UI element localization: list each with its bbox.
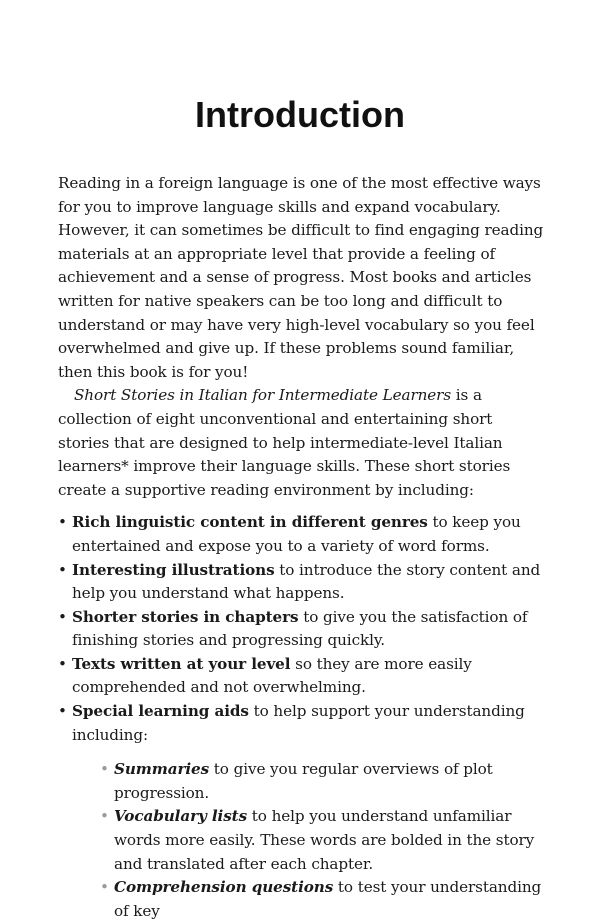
list-item bbox=[58, 606, 546, 653]
list-item-bold: Texts written at your level bbox=[72, 654, 291, 673]
sub-list-item-bold: Comprehension questions bbox=[114, 878, 334, 897]
page-title: Introduction bbox=[195, 94, 405, 135]
sub-list-item bbox=[100, 758, 546, 805]
list-item-bold: Rich linguistic content in different genres bbox=[72, 513, 428, 532]
list-item bbox=[58, 700, 546, 923]
sub-list-item-bold: Summaries bbox=[114, 760, 210, 779]
learning-aids-list bbox=[72, 758, 546, 923]
list-item bbox=[58, 559, 546, 606]
sub-list-item bbox=[100, 876, 546, 923]
list-item bbox=[58, 653, 546, 700]
intro-paragraph: Reading in a foreign language is one of the most effective ways for you to improve language skills and expand vocabulary. However, it can sometimes be difficult to find engaging reading materials at an appropriate level that provide a feeling of achievement and a sense of progress. Most books and articles written for native speakers can be too long and difficult to understand or may have very high-level vocabulary so you feel overwhelmed and give up. If these problems sound familiar, then this book is for you! bbox=[58, 174, 544, 381]
list-item-bold: Shorter stories in chapters bbox=[72, 607, 299, 626]
list-item-text: to help support your understanding including: bbox=[72, 702, 525, 744]
sub-list-item-bold: Vocabulary lists bbox=[114, 807, 248, 826]
list-item-text: to keep you entertained and expose you to a variety of word forms. bbox=[72, 513, 521, 555]
list-item-text: to give you the satisfaction of finishing stories and progressing quickly. bbox=[72, 607, 528, 650]
sub-list-item-text: to test your understanding of key bbox=[114, 878, 542, 920]
list-item-text: to introduce the story content and help you understand what happens. bbox=[72, 560, 541, 603]
list-item-bold: Interesting illustrations bbox=[72, 560, 275, 579]
features-list bbox=[58, 511, 546, 923]
description-paragraph bbox=[58, 384, 546, 502]
list-item-bold: Special learning aids bbox=[72, 702, 249, 721]
sub-list-item-text: to give you regular overviews of plot progression. bbox=[114, 760, 493, 802]
description-text: is a collection of eight unconventional and entertaining short stories that are designed to help intermediate-level Italian learners* improve their language skills. These short stories create a supportive reading environment by including: bbox=[58, 386, 511, 499]
list-item-text: so they are more easily comprehended and not overwhelming. bbox=[72, 654, 472, 697]
body-text bbox=[58, 172, 546, 923]
sub-list-item bbox=[100, 805, 546, 876]
list-item bbox=[58, 511, 546, 558]
book-title: Short Stories in Italian for Intermediate Learners bbox=[74, 386, 452, 405]
sub-list-item-text: to help you understand unfamiliar words more easily. These words are bolded in the story and translated after each chapter. bbox=[114, 807, 535, 873]
